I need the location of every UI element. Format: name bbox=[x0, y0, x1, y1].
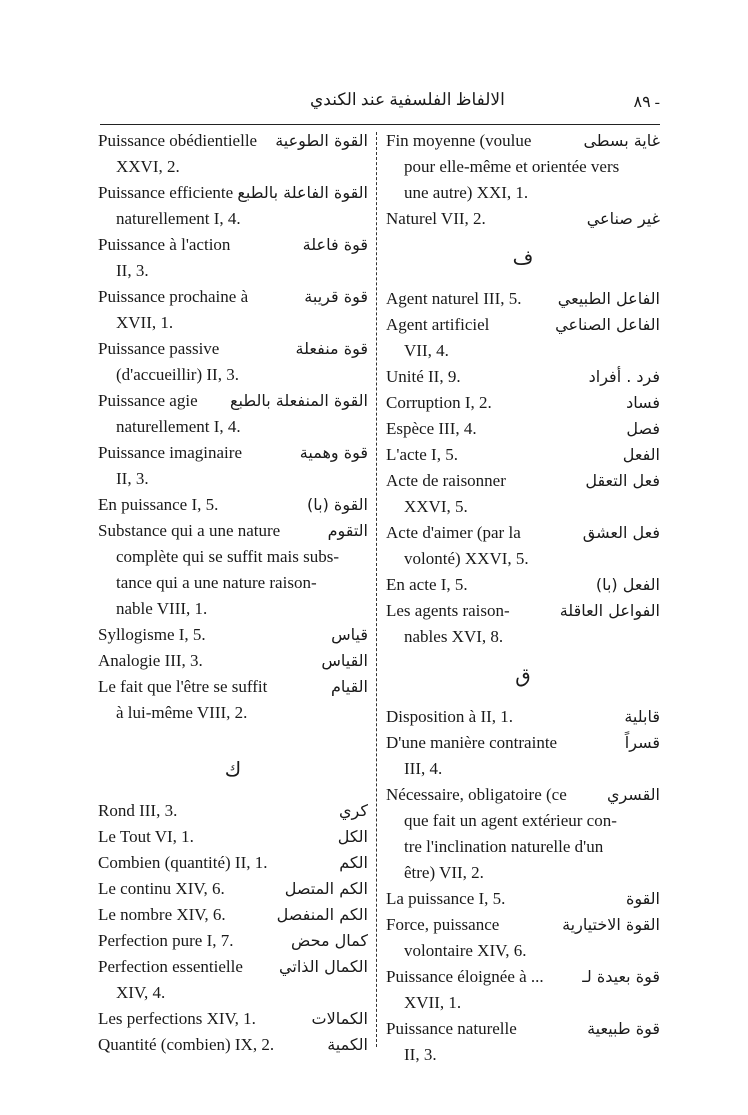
french-term-line: Puissance obédientielle bbox=[98, 131, 258, 150]
french-term-line: Fin moyenne (voulue bbox=[386, 131, 532, 150]
arabic-term: القوة الطوعية bbox=[275, 131, 368, 150]
french-term-line: Analogie III, 3. bbox=[98, 651, 203, 670]
glossary-entry bbox=[386, 468, 660, 520]
glossary-entry bbox=[386, 912, 660, 964]
french-term-line: (d'accueillir) II, 3. bbox=[116, 365, 239, 384]
french-term-line: VII, 4. bbox=[404, 341, 449, 360]
french-term-line: Agent naturel III, 5. bbox=[386, 289, 522, 308]
arabic-term: القوة الفاعلة بالطبع bbox=[237, 183, 368, 202]
french-term-line: Le nombre XIV, 6. bbox=[98, 905, 226, 924]
glossary-entry bbox=[98, 876, 368, 902]
arabic-term: قياس bbox=[331, 625, 368, 644]
arabic-term: الفعل (با) bbox=[595, 575, 660, 594]
arabic-term: الكمالات bbox=[311, 1009, 368, 1028]
french-term-line: Rond III, 3. bbox=[98, 801, 178, 820]
french-term-line: Combien (quantité) II, 1. bbox=[98, 853, 268, 872]
arabic-term: القوة المنفعلة بالطبع bbox=[230, 391, 368, 410]
french-term-line: Acte d'aimer (par la bbox=[386, 523, 521, 542]
french-term-line: que fait un agent extérieur con- bbox=[404, 811, 617, 830]
glossary-entry bbox=[386, 286, 660, 312]
left-entries-b bbox=[98, 798, 368, 1058]
french-term-line: XVII, 1. bbox=[404, 993, 462, 1012]
arabic-term: الكم المتصل bbox=[284, 879, 368, 898]
arabic-term: قوة بعيدة لـ bbox=[582, 967, 660, 986]
glossary-entry bbox=[386, 704, 660, 730]
french-term-line: Puissance prochaine à bbox=[98, 287, 249, 306]
arabic-term: غاية بسطى bbox=[583, 131, 660, 150]
page-number: ٨٩ - bbox=[633, 94, 660, 111]
section-letter-kaf: ك bbox=[224, 757, 242, 781]
arabic-term: الكمال الذاتي bbox=[279, 957, 368, 976]
french-term-line: Les agents raison- bbox=[386, 601, 510, 620]
arabic-term: القوة bbox=[625, 889, 660, 908]
arabic-term: قوة قريبة bbox=[304, 287, 368, 306]
french-term-line: Les perfections XIV, 1. bbox=[98, 1009, 256, 1028]
french-term-line: XVII, 1. bbox=[116, 313, 174, 332]
french-term-line: Unité II, 9. bbox=[386, 367, 461, 386]
french-term-line: Substance qui a une nature bbox=[98, 521, 281, 540]
arabic-term: الكم bbox=[339, 853, 368, 872]
arabic-term: كمال محض bbox=[291, 931, 368, 950]
french-term-line: tance qui a une nature raison- bbox=[116, 573, 317, 592]
french-term-line: volontaire XIV, 6. bbox=[404, 941, 527, 960]
arabic-term: فرد . أفراد bbox=[588, 367, 660, 386]
arabic-term: كري bbox=[339, 801, 368, 820]
french-term bbox=[386, 390, 660, 416]
arabic-term: الفواعل العاقلة bbox=[559, 601, 660, 620]
glossary-entry bbox=[386, 128, 660, 206]
arabic-term: القوة (با) bbox=[307, 495, 368, 514]
french-term-line: XXVI, 5. bbox=[404, 497, 468, 516]
french-term-line: En puissance I, 5. bbox=[98, 495, 219, 514]
arabic-term: فساد bbox=[626, 393, 660, 412]
arabic-term: القيام bbox=[330, 677, 368, 696]
glossary-entry bbox=[386, 206, 660, 232]
french-term-line: Syllogisme I, 5. bbox=[98, 625, 206, 644]
glossary-entry bbox=[386, 730, 660, 782]
glossary-entry bbox=[386, 782, 660, 886]
french-term-line: Quantité (combien) IX, 2. bbox=[98, 1035, 275, 1054]
arabic-term: القسري bbox=[606, 785, 660, 804]
french-term bbox=[386, 442, 660, 468]
right-column bbox=[386, 128, 660, 1068]
french-term-line: II, 3. bbox=[116, 469, 149, 488]
french-term-line: Puissance efficiente bbox=[98, 183, 234, 202]
french-term-line: pour elle-même et orientée vers bbox=[404, 157, 620, 176]
glossary-entry bbox=[98, 824, 368, 850]
french-term-line: naturellement I, 4. bbox=[116, 417, 241, 436]
french-term-line: Le continu XIV, 6. bbox=[98, 879, 225, 898]
french-term-line: En acte I, 5. bbox=[386, 575, 468, 594]
arabic-term: فصل bbox=[626, 419, 660, 438]
glossary-entry bbox=[98, 954, 368, 1006]
glossary-entry bbox=[386, 1016, 660, 1068]
french-term-line: Naturel VII, 2. bbox=[386, 209, 486, 228]
glossary-entry bbox=[98, 440, 368, 492]
glossary-entry bbox=[386, 964, 660, 1016]
french-term-line: Disposition à II, 1. bbox=[386, 707, 514, 726]
section-letter-fa: ف bbox=[512, 245, 534, 269]
arabic-term: قسراً bbox=[624, 733, 660, 752]
french-term bbox=[386, 886, 660, 912]
arabic-term: القوة الاختيارية bbox=[562, 915, 660, 934]
glossary-entry bbox=[98, 388, 368, 440]
arabic-term: الكل bbox=[337, 827, 368, 846]
glossary-entry bbox=[98, 928, 368, 954]
french-term-line: complète qui se suffit mais subs- bbox=[116, 547, 340, 566]
glossary-entry bbox=[386, 572, 660, 598]
glossary-entry bbox=[386, 364, 660, 390]
french-term-line: Puissance éloignée à ... bbox=[386, 967, 544, 986]
left-column bbox=[98, 128, 368, 1058]
french-term-line: II, 3. bbox=[404, 1045, 437, 1064]
glossary-entry bbox=[98, 284, 368, 336]
glossary-entry bbox=[98, 1006, 368, 1032]
french-term-line: Acte de raisonner bbox=[386, 471, 506, 490]
french-term bbox=[386, 730, 660, 782]
french-term bbox=[98, 674, 368, 726]
glossary-entry bbox=[98, 492, 368, 518]
glossary-entry bbox=[98, 336, 368, 388]
french-term-line: être) VII, 2. bbox=[404, 863, 484, 882]
french-term bbox=[386, 704, 660, 730]
glossary-entry bbox=[98, 648, 368, 674]
french-term-line: Agent artificiel bbox=[386, 315, 490, 334]
french-term-line: Espèce III, 4. bbox=[386, 419, 477, 438]
french-term-line: Perfection essentielle bbox=[98, 957, 243, 976]
french-term-line: volonté) XXVI, 5. bbox=[404, 549, 529, 568]
french-term-line: naturellement I, 4. bbox=[116, 209, 241, 228]
section-letter-qaf: ق bbox=[515, 663, 531, 687]
arabic-term: قوة فاعلة bbox=[302, 235, 368, 254]
glossary-entry bbox=[98, 622, 368, 648]
french-term-line: à lui-même VIII, 2. bbox=[116, 703, 248, 722]
french-term-line: Puissance imaginaire bbox=[98, 443, 242, 462]
french-term-line: La puissance I, 5. bbox=[386, 889, 506, 908]
french-term-line: tre l'inclination naturelle d'un bbox=[404, 837, 604, 856]
glossary-entry bbox=[386, 442, 660, 468]
french-term bbox=[98, 850, 368, 876]
arabic-term: غير صناعي bbox=[586, 209, 660, 228]
arabic-term: التقوم bbox=[327, 521, 368, 540]
glossary-entry bbox=[98, 674, 368, 726]
french-term-line: Le fait que l'être se suffit bbox=[98, 677, 268, 696]
glossary-entry bbox=[98, 902, 368, 928]
glossary-entry bbox=[98, 518, 368, 622]
running-title: الالفاظ الفلسفية عند الكندي bbox=[310, 90, 505, 109]
glossary-entry bbox=[98, 180, 368, 232]
french-term-line: Puissance à l'action bbox=[98, 235, 231, 254]
arabic-term: قابلية bbox=[624, 707, 660, 726]
glossary-entry bbox=[386, 390, 660, 416]
right-entries-a bbox=[386, 128, 660, 232]
glossary-entry bbox=[98, 798, 368, 824]
page-header bbox=[100, 88, 660, 125]
french-term-line: Perfection pure I, 7. bbox=[98, 931, 234, 950]
glossary-entry bbox=[98, 1032, 368, 1058]
arabic-term: الكمية bbox=[327, 1035, 368, 1054]
french-term-line: II, 3. bbox=[116, 261, 149, 280]
glossary-entry bbox=[386, 520, 660, 572]
french-term-line: D'une manière contrainte bbox=[386, 733, 558, 752]
arabic-term: الفعل bbox=[622, 445, 660, 464]
arabic-term: قوة وهمية bbox=[299, 443, 368, 462]
glossary-entry bbox=[386, 416, 660, 442]
arabic-term: الكم المنفصل bbox=[276, 905, 368, 924]
french-term-line: nable VIII, 1. bbox=[116, 599, 208, 618]
arabic-term: القياس bbox=[321, 651, 368, 670]
french-term-line: Puissance naturelle bbox=[386, 1019, 517, 1038]
french-term-line: Nécessaire, obligatoire (ce bbox=[386, 785, 567, 804]
french-term bbox=[98, 798, 368, 824]
glossary-entry bbox=[386, 598, 660, 650]
french-term-line: Puissance passive bbox=[98, 339, 220, 358]
french-term-line: nables XVI, 8. bbox=[404, 627, 504, 646]
arabic-term: قوة طبيعية bbox=[587, 1019, 660, 1038]
left-entries-a bbox=[98, 128, 368, 726]
french-term-line: Corruption I, 2. bbox=[386, 393, 492, 412]
french-term-line: III, 4. bbox=[404, 759, 443, 778]
french-term-line: Force, puissance bbox=[386, 915, 500, 934]
french-term-line: XXVI, 2. bbox=[116, 157, 180, 176]
glossary-entry bbox=[386, 312, 660, 364]
french-term bbox=[98, 622, 368, 648]
french-term-line: une autre) XXI, 1. bbox=[404, 183, 529, 202]
french-term bbox=[98, 824, 368, 850]
french-term bbox=[386, 416, 660, 442]
column-divider bbox=[376, 132, 377, 1047]
glossary-entry bbox=[386, 886, 660, 912]
arabic-term: فعل التعقل bbox=[585, 471, 660, 490]
arabic-term: الفاعل الطبيعي bbox=[557, 289, 660, 308]
french-term-line: Puissance agie bbox=[98, 391, 198, 410]
glossary-entry bbox=[98, 232, 368, 284]
right-entries-c bbox=[386, 704, 660, 1068]
arabic-term: الفاعل الصناعي bbox=[555, 315, 660, 334]
right-entries-b bbox=[386, 286, 660, 650]
french-term-line: XIV, 4. bbox=[116, 983, 166, 1002]
glossary-entry bbox=[98, 850, 368, 876]
arabic-term: فعل العشق bbox=[582, 523, 660, 542]
arabic-term: قوة منفعلة bbox=[295, 339, 368, 358]
french-term-line: L'acte I, 5. bbox=[386, 445, 458, 464]
glossary-entry bbox=[98, 128, 368, 180]
french-term-line: Le Tout VI, 1. bbox=[98, 827, 194, 846]
